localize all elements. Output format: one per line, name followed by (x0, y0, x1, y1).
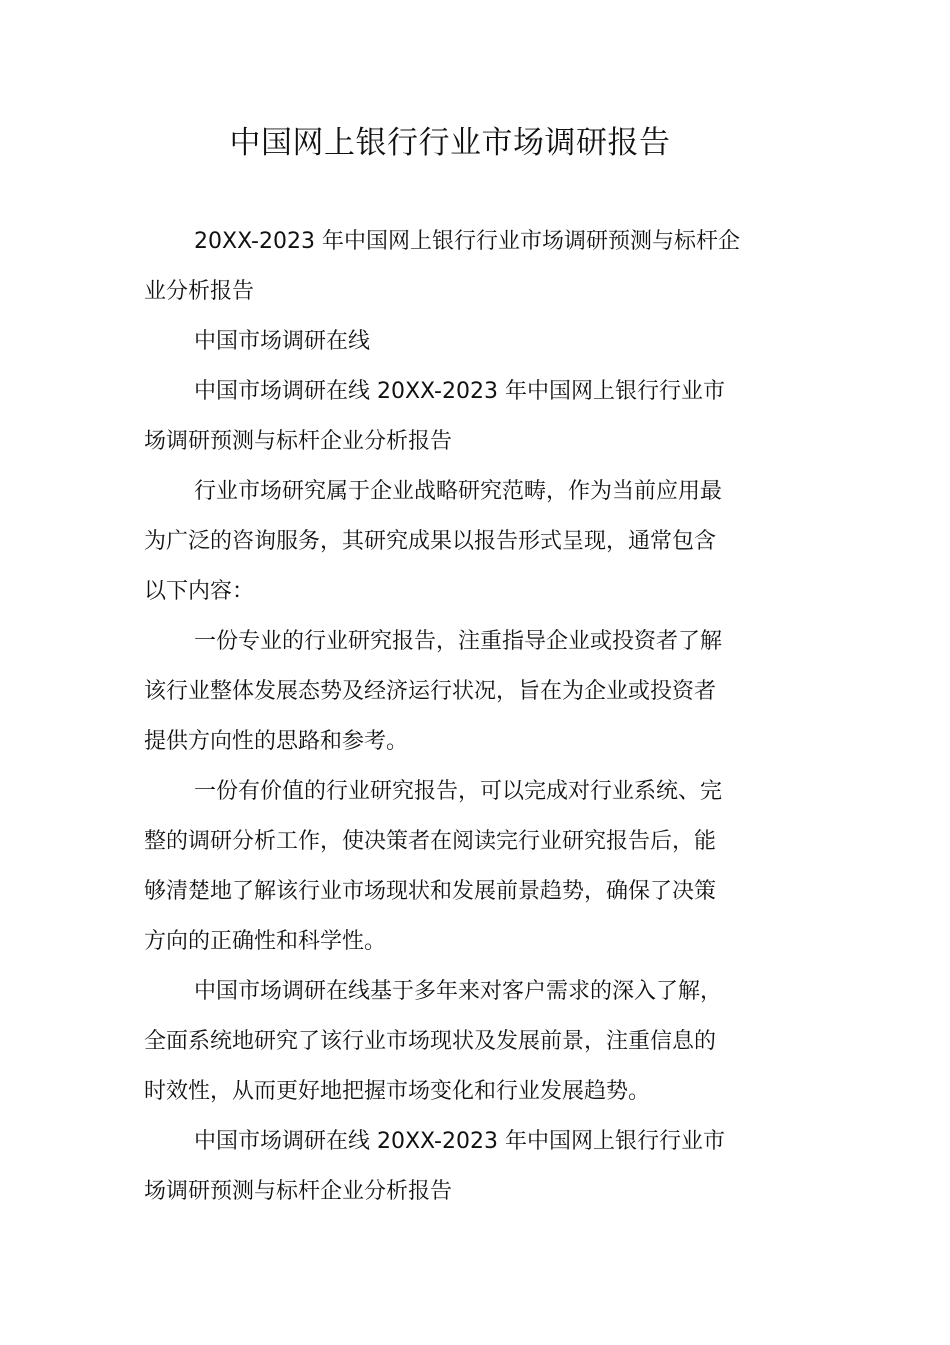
paragraph-line: 中国市场调研在线基于多年来对客户需求的深入了解， (194, 979, 723, 1004)
paragraph-company-intro (144, 967, 784, 1117)
paragraph-line: 场调研预测与标杆企业分析报告 (144, 429, 453, 454)
paragraph-source-report (144, 367, 784, 467)
paragraph-line: 中国市场调研在线 20XX-2023 年中国网上银行行业市 (194, 379, 725, 404)
paragraph-line: 该行业整体发展态势及经济运行状况，旨在为企业或投资者 (144, 679, 717, 704)
paragraph-line: 中国市场调研在线 20XX-2023 年中国网上银行行业市 (194, 1129, 725, 1154)
paragraph-line: 一份有价值的行业研究报告，可以完成对行业系统、完 (194, 779, 723, 804)
paragraph-line: 场调研预测与标杆企业分析报告 (144, 1179, 453, 1204)
paragraph-line: 行业市场研究属于企业战略研究范畴，作为当前应用最 (194, 479, 723, 504)
paragraph-line: 以下内容： (144, 579, 255, 604)
paragraph-source-report-repeat (144, 1117, 784, 1217)
paragraph-line: 时效性，从而更好地把握市场变化和行业发展趋势。 (144, 1079, 651, 1104)
paragraph-line: 一份专业的行业研究报告，注重指导企业或投资者了解 (194, 629, 723, 654)
document-title: 中国网上银行行业市场调研报告 (229, 125, 671, 161)
paragraph-source (144, 317, 784, 367)
paragraph-valuable-report (144, 767, 784, 967)
paragraph-line: 整的调研分析工作，使决策者在阅读完行业研究报告后，能 (144, 829, 717, 854)
paragraph-line: 业分析报告 (144, 279, 255, 304)
paragraph-line: 方向的正确性和科学性。 (144, 929, 387, 954)
paragraph-line: 够清楚地了解该行业市场现状和发展前景趋势，确保了决策 (144, 879, 717, 904)
paragraph-report-title (144, 217, 784, 317)
paragraph-intro (144, 467, 784, 617)
paragraph-line: 全面系统地研究了该行业市场现状及发展前景，注重信息的 (144, 1029, 717, 1054)
paragraph-line: 为广泛的咨询服务，其研究成果以报告形式呈现，通常包含 (144, 529, 717, 554)
paragraph-line: 中国市场调研在线 (194, 329, 371, 354)
paragraph-line: 20XX-2023 年中国网上银行行业市场调研预测与标杆企 (194, 229, 740, 254)
paragraph-professional-report (144, 617, 784, 767)
paragraph-line: 提供方向性的思路和参考。 (144, 729, 409, 754)
